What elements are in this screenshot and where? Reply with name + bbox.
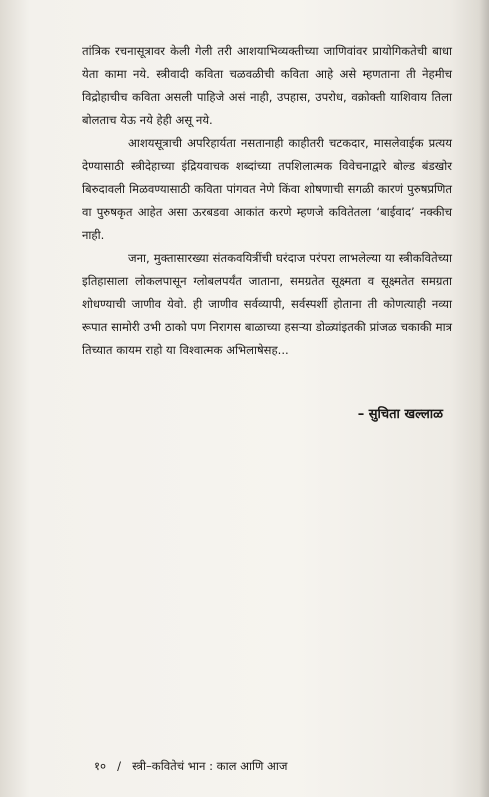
page-number: १० (94, 759, 107, 773)
book-title: स्त्री–कवितेचं भान : काल आणि आज (132, 759, 288, 773)
footer-separator: / (117, 759, 122, 773)
paragraph-3: जना, मुक्तासारख्या संतकवयित्रींची घरंदाज परंपरा लाभलेल्या या स्त्रीकवितेच्या इतिहासाला लोकलपासून ग्लोबलपर्यंत जाताना, समग्रतेत सूक्ष्मता व सूक्ष्मतेत समग्रता शोधण्याची जाणीव येवो. ही जाणीव सर्वव्यापी, सर्वस्पर्शी होताना ती कोणत्याही नव्या रूपात सामोरी उभी ठाको पण निरागस बाळाच्या हसऱ्या डोळ्यांइतकी प्रांजळ चकाकी मात्र तिच्यात कायम राहो या विश्वात्मक अभिलाषेसह... (82, 251, 452, 357)
paragraph-1: तांत्रिक रचनासूत्रावर केली गेली तरी आशयाभिव्यक्तीच्या जाणिवांवर प्रायोगिकतेची बाधा येता कामा नये. स्त्रीवादी कविता चळवळीची कविता आहे असे म्हणताना ती नेहमीच विद्रोहाचीच कविता असली पाहिजे असं नाही, उपहास, उपरोध, वक्रोक्ती याशिवाय तिला बोलताच येऊ नये हेही असू नये. (82, 44, 452, 127)
paragraph-2: आशयसूत्राची अपरिहार्यता नसतानाही काहीतरी चटकदार, मासलेवाईक प्रत्यय देण्यासाठी स्त्रीदेहाच्या इंद्रियवाचक शब्दांच्या तपशिलात्मक विवेचनाद्वारे बोल्ड बंडखोर बिरुदावली मिळवण्यासाठी कविता पांगवत नेणे किंवा शोषणाची सगळी कारणं पुरुषप्रणित वा पुरुषकृत आहेत असा ऊरबडवा आकांत करणे म्हणजे कवितेतला ‘बाईवाद’ नक्कीच नाही. (82, 136, 452, 242)
author-signature: – सुचिता खल्लाळ (357, 407, 443, 422)
page-footer (94, 759, 288, 774)
body-text (82, 40, 452, 362)
